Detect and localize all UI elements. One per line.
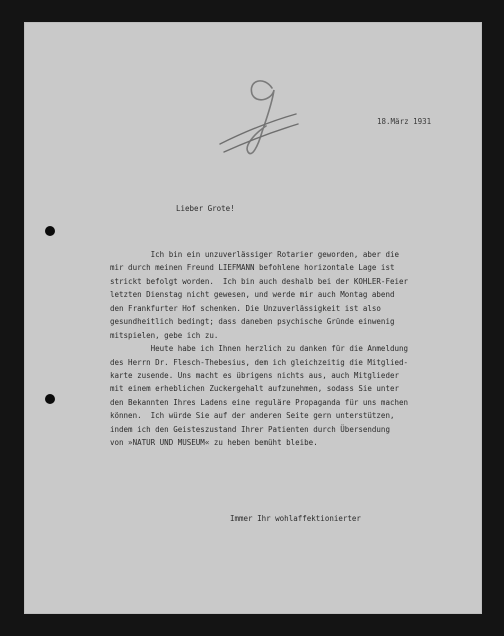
handwritten-initial-signature <box>214 70 304 170</box>
letter-line: den Bekannten Ihres Ladens eine reguläre Propaganda für uns machen <box>110 397 409 407</box>
letter-body <box>110 248 490 450</box>
letter-line: den Frankfurter Hof schenken. Die Unzuverlässigkeit ist also <box>110 303 381 313</box>
letter-line: mitspielen, gebe ich zu. <box>110 330 219 340</box>
letter-line: karte zusende. Uns macht es übrigens nichts aus, auch Mitglieder <box>110 370 399 380</box>
letter-line: von »NATUR UND MUSEUM« zu heben bemüht bleibe. <box>110 438 318 448</box>
letter-closing: Immer Ihr wohlaffektionierter <box>230 514 361 523</box>
letter-line: mir durch meinen Freund LIEFMANN befohlene horizontale Lage ist <box>110 263 395 273</box>
letter-line: können. Ich würde Sie auf der anderen Seite gern unterstützen, <box>110 411 395 421</box>
letter-line: gesundheitlich bedingt; dass daneben psychische Gründe einwenig <box>110 317 395 327</box>
letter-line: indem ich den Geisteszustand Ihrer Patienten durch Übersendung <box>110 424 390 434</box>
punch-hole-upper <box>45 226 55 236</box>
letter-line: mit einem erheblichen Zuckergehalt aufzunehmen, sodass Sie unter <box>110 384 399 394</box>
letter-page <box>24 22 482 614</box>
letter-line: Heute habe ich Ihnen herzlich zu danken für die Anmeldung <box>110 344 409 354</box>
punch-hole-lower <box>45 394 55 404</box>
letter-line: des Herrn Dr. Flesch-Thebesius, dem ich gleichzeitig die Mitglied- <box>110 357 409 367</box>
letter-line: letzten Dienstag nicht gewesen, und werde mir auch Montag abend <box>110 290 395 300</box>
letter-date: 18.März 1931 <box>377 117 432 126</box>
letter-salutation: Lieber Grote! <box>176 204 235 213</box>
letter-line: strickt befolgt worden. Ich bin auch deshalb bei der KOHLER-Feier <box>110 276 409 286</box>
letter-line: Ich bin ein unzuverlässiger Rotarier geworden, aber die <box>110 250 399 259</box>
